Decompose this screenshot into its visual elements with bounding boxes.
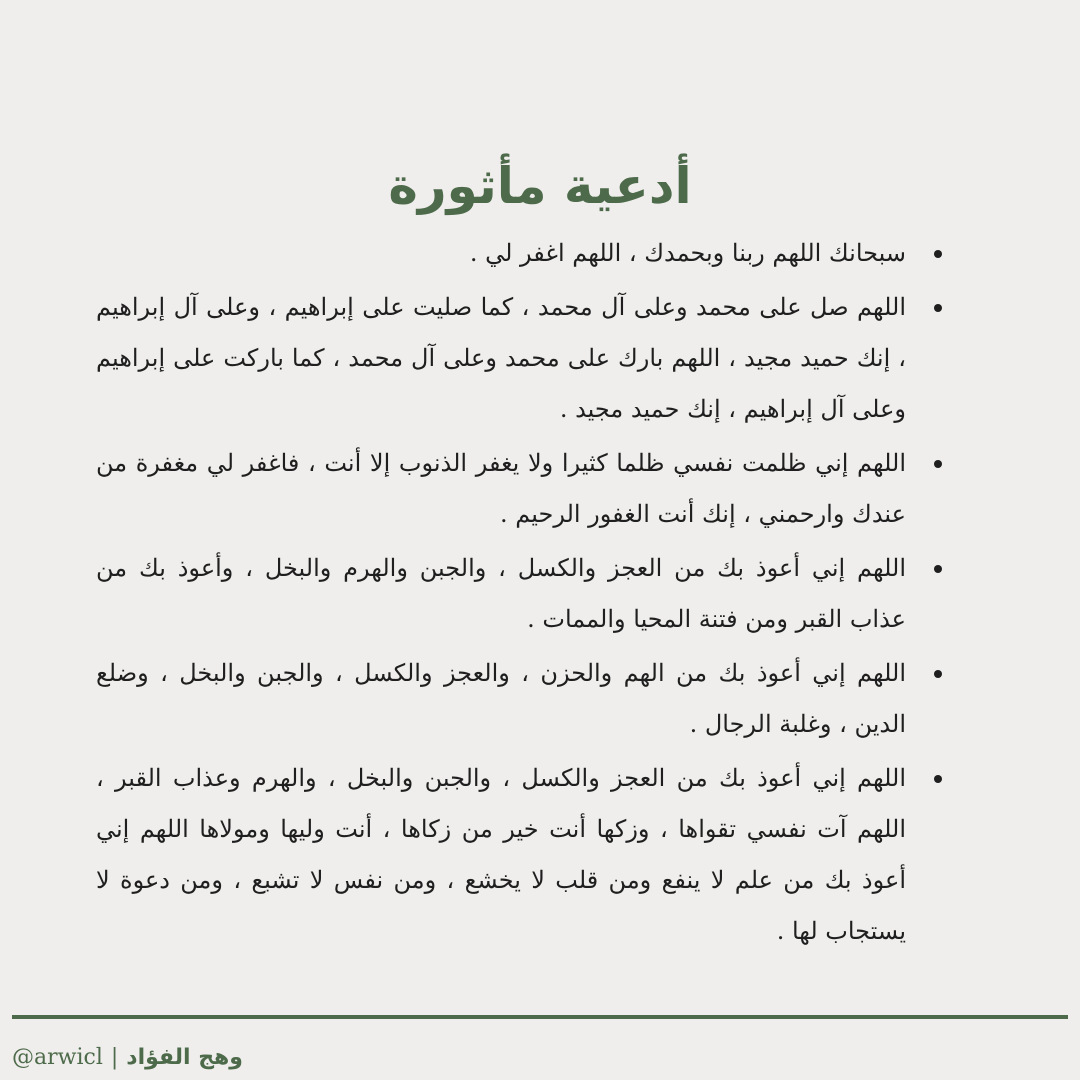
footer-separator: | (110, 1044, 119, 1070)
bullet-icon (934, 565, 942, 573)
page-title: أدعية مأثورة (388, 156, 692, 215)
list-item (96, 438, 942, 540)
footer (12, 1036, 243, 1078)
account-handle[interactable]: @arwicl (12, 1044, 103, 1070)
dua-text: اللهم إني ظلمت نفسي ظلما كثيرا ولا يغفر الذنوب إلا أنت ، فاغفر لي مغفرة من عندك وارحمني ، إنك أنت الغفور الرحيم . (96, 449, 906, 528)
footer-divider (12, 1015, 1068, 1019)
bullet-icon (934, 250, 942, 258)
bullet-icon (934, 460, 942, 468)
list-item (96, 753, 942, 957)
dua-text: اللهم إني أعوذ بك من العجز والكسل ، والجبن والبخل ، والهرم وعذاب القبر ، اللهم آت نفسي تقواها ، وزكها أنت خير من زكاها ، أنت وليها ومولاها اللهم إني أعوذ بك من علم لا ينفع ومن قلب لا يخشع ، ومن نفس لا تشبع ، ومن دعوة لا يستجاب لها . (96, 764, 906, 945)
list-item (96, 282, 942, 435)
bullet-icon (934, 670, 942, 678)
list-item (96, 543, 942, 645)
list-item (96, 648, 942, 750)
dua-text: اللهم إني أعوذ بك من الهم والحزن ، والعجز والكسل ، والجبن والبخل ، وضلع الدين ، وغلبة الرجال . (96, 659, 906, 738)
brand-name: وهج الفؤاد (126, 1044, 243, 1070)
dua-text: سبحانك اللهم ربنا وبحمدك ، اللهم اغفر لي . (469, 239, 906, 267)
dua-text: اللهم إني أعوذ بك من العجز والكسل ، والجبن والهرم والبخل ، وأعوذ بك من عذاب القبر ومن فتنة المحيا والممات . (96, 554, 906, 633)
bullet-icon (934, 775, 942, 783)
bullet-icon (934, 304, 942, 312)
dua-text: اللهم صل على محمد وعلى آل محمد ، كما صليت على إبراهيم ، وعلى آل إبراهيم ، إنك حميد مجيد ، اللهم بارك على محمد وعلى آل محمد ، كما باركت على إبراهيم وعلى آل إبراهيم ، إنك حميد مجيد . (96, 293, 906, 423)
list-item (96, 228, 942, 279)
dua-list (96, 228, 942, 960)
